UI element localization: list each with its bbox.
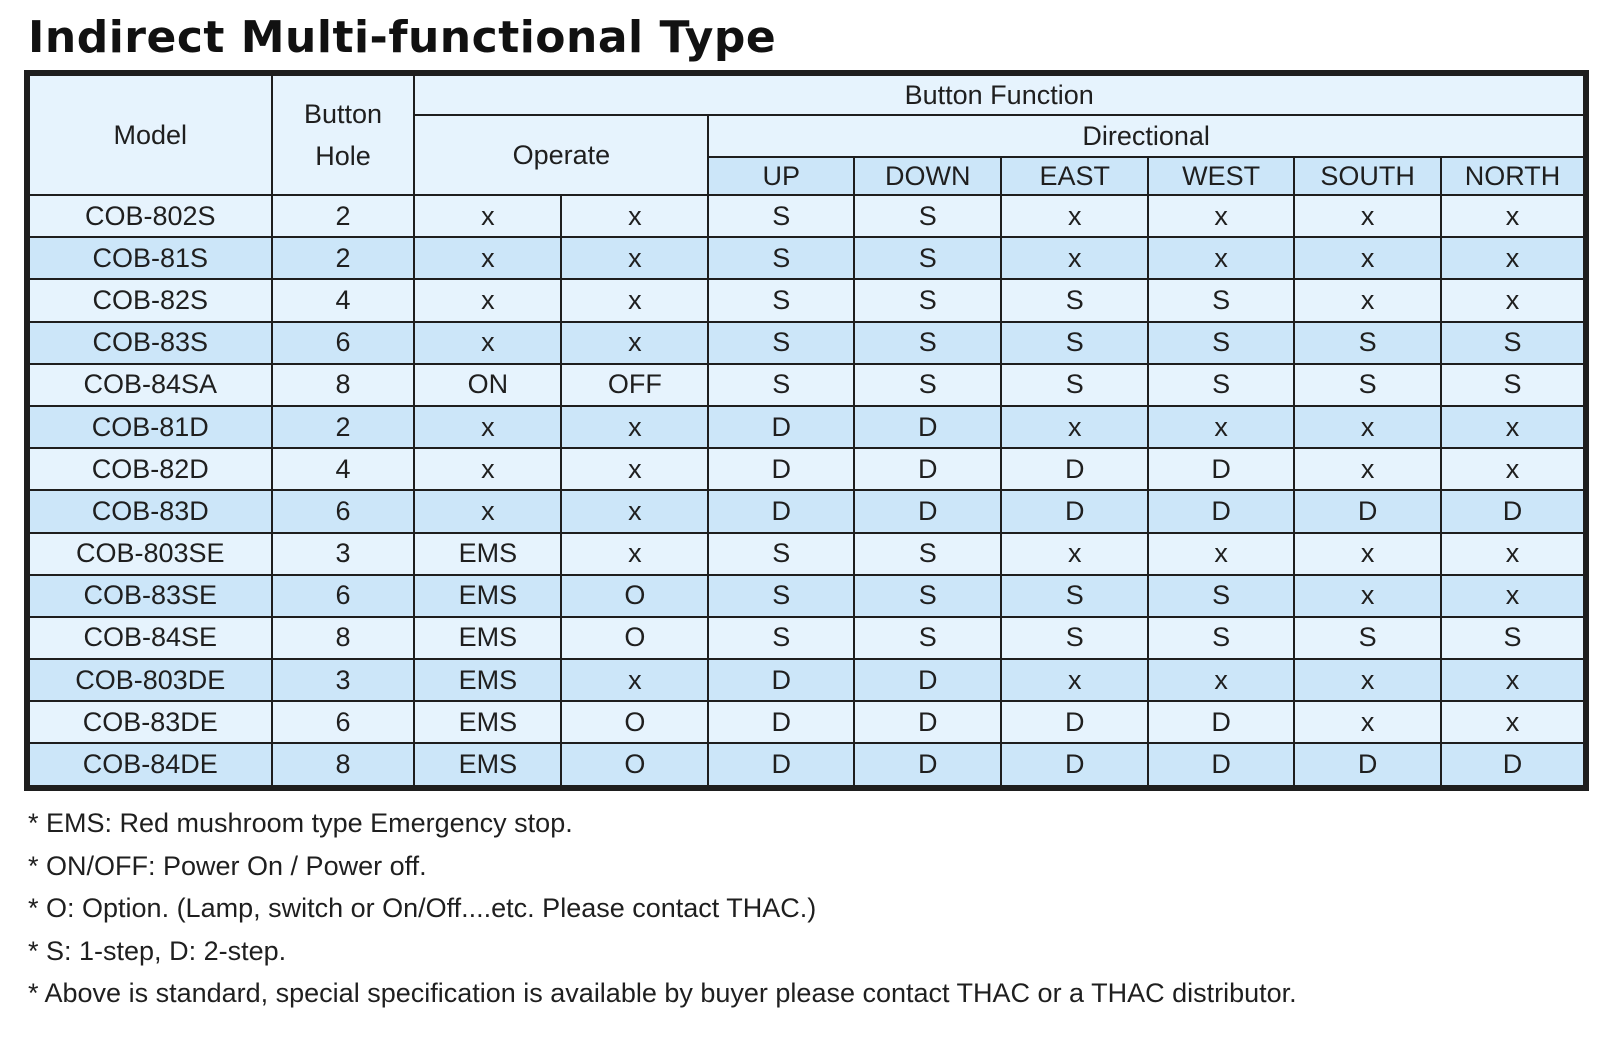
cell-up: D [708,490,854,532]
cell-west: x [1148,659,1294,701]
header-direction-west: WEST [1148,157,1294,195]
header-directional: Directional [708,115,1584,157]
table-row [29,533,1584,575]
spec-table [28,74,1585,787]
cell-east: S [1001,322,1148,364]
cell-north: D [1441,743,1584,785]
cell-south: x [1294,195,1441,237]
cell-south: x [1294,406,1441,448]
cell-operate-1: EMS [414,575,561,617]
cell-model: COB-83DE [29,701,272,743]
table-row [29,279,1584,321]
cell-west: D [1148,490,1294,532]
cell-south: x [1294,701,1441,743]
cell-down: S [854,533,1001,575]
cell-east: S [1001,364,1148,406]
cell-operate-2: x [561,322,708,364]
cell-west: S [1148,575,1294,617]
cell-up: S [708,617,854,659]
cell-button-hole: 6 [272,490,415,532]
cell-north: x [1441,701,1584,743]
cell-east: D [1001,701,1148,743]
cell-operate-1: EMS [414,617,561,659]
cell-south: D [1294,743,1441,785]
cell-north: x [1441,659,1584,701]
footnote: * Above is standard, special specification is available by buyer please contact THAC or a THAC distributor. [28,978,1297,1008]
cell-down: D [854,701,1001,743]
cell-operate-2: x [561,195,708,237]
cell-operate-1: x [414,195,561,237]
cell-down: S [854,195,1001,237]
cell-button-hole: 2 [272,237,415,279]
cell-operate-1: EMS [414,743,561,785]
cell-button-hole: 2 [272,406,415,448]
cell-operate-2: OFF [561,364,708,406]
cell-south: S [1294,364,1441,406]
table-row [29,575,1584,617]
cell-west: S [1148,364,1294,406]
cell-model: COB-83D [29,490,272,532]
cell-east: S [1001,279,1148,321]
cell-east: D [1001,448,1148,490]
cell-model: COB-82D [29,448,272,490]
footnote: * S: 1-step, D: 2-step. [28,935,287,966]
cell-operate-2: x [561,237,708,279]
cell-north: x [1441,533,1584,575]
cell-operate-1: EMS [414,533,561,575]
cell-model: COB-84SE [29,617,272,659]
table-row [29,406,1584,448]
cell-model: COB-82S [29,279,272,321]
header-direction-south: SOUTH [1294,157,1441,195]
cell-west: S [1148,617,1294,659]
spec-table-body [29,195,1584,786]
cell-west: S [1148,279,1294,321]
cell-up: D [708,406,854,448]
cell-west: S [1148,322,1294,364]
table-row [29,322,1584,364]
cell-south: D [1294,490,1441,532]
cell-operate-1: ON [414,364,561,406]
header-button-hole-line2: Hole [315,141,371,171]
cell-operate-1: x [414,279,561,321]
cell-button-hole: 6 [272,575,415,617]
cell-model: COB-84DE [29,743,272,785]
cell-down: D [854,490,1001,532]
cell-button-hole: 4 [272,279,415,321]
header-button-hole-line1: Button [303,99,382,129]
cell-operate-2: x [561,490,708,532]
cell-operate-2: x [561,279,708,321]
cell-south: x [1294,448,1441,490]
cell-up: S [708,195,854,237]
cell-up: S [708,237,854,279]
cell-south: x [1294,659,1441,701]
header-direction-down: DOWN [854,157,1001,195]
cell-south: x [1294,575,1441,617]
footnote: * ON/OFF: Power On / Power off. [28,850,427,881]
cell-operate-2: O [561,575,708,617]
cell-model: COB-83SE [29,575,272,617]
cell-south: x [1294,237,1441,279]
header-direction-north: NORTH [1441,157,1584,195]
cell-down: D [854,659,1001,701]
cell-north: S [1441,617,1584,659]
cell-down: D [854,406,1001,448]
cell-south: x [1294,279,1441,321]
cell-north: x [1441,279,1584,321]
cell-east: x [1001,195,1148,237]
table-row [29,617,1584,659]
header-direction-east: EAST [1001,157,1148,195]
cell-down: S [854,364,1001,406]
cell-up: D [708,448,854,490]
cell-model: COB-802S [29,195,272,237]
cell-north: S [1441,322,1584,364]
cell-north: x [1441,195,1584,237]
cell-west: x [1148,237,1294,279]
cell-operate-2: x [561,406,708,448]
cell-north: x [1441,575,1584,617]
cell-west: x [1148,195,1294,237]
cell-button-hole: 3 [272,659,415,701]
cell-north: x [1441,448,1584,490]
cell-operate-1: x [414,448,561,490]
cell-operate-1: EMS [414,701,561,743]
table-row [29,237,1584,279]
header-operate: Operate [414,115,708,195]
cell-button-hole: 8 [272,617,415,659]
cell-model: COB-803DE [29,659,272,701]
cell-operate-1: x [414,237,561,279]
cell-east: D [1001,743,1148,785]
header-button-hole [272,75,415,195]
cell-operate-1: x [414,406,561,448]
cell-east: x [1001,659,1148,701]
cell-operate-2: x [561,448,708,490]
cell-up: S [708,533,854,575]
page-title: Indirect Multi-functional Type [28,12,777,63]
cell-south: x [1294,533,1441,575]
cell-operate-2: x [561,659,708,701]
table-row [29,743,1584,785]
cell-south: S [1294,617,1441,659]
header-direction-up: UP [708,157,854,195]
cell-down: S [854,237,1001,279]
cell-down: D [854,448,1001,490]
cell-east: S [1001,617,1148,659]
cell-operate-2: O [561,743,708,785]
table-row [29,364,1584,406]
cell-east: x [1001,406,1148,448]
cell-down: D [854,743,1001,785]
cell-operate-1: EMS [414,659,561,701]
cell-down: S [854,575,1001,617]
cell-model: COB-81D [29,406,272,448]
header-button-function: Button Function [414,75,1584,115]
table-row [29,701,1584,743]
cell-west: D [1148,701,1294,743]
table-row [29,448,1584,490]
table-row [29,195,1584,237]
footnote: * EMS: Red mushroom type Emergency stop. [28,808,573,838]
table-row [29,490,1584,532]
cell-north: x [1441,237,1584,279]
cell-west: D [1148,743,1294,785]
cell-west: x [1148,533,1294,575]
cell-up: D [708,659,854,701]
cell-up: S [708,322,854,364]
cell-up: S [708,364,854,406]
cell-model: COB-83S [29,322,272,364]
cell-down: S [854,322,1001,364]
header-model: Model [29,75,272,195]
cell-east: D [1001,490,1148,532]
cell-up: D [708,743,854,785]
header-row-1 [29,75,1584,115]
cell-up: S [708,575,854,617]
table-row [29,659,1584,701]
cell-north: D [1441,490,1584,532]
cell-down: S [854,279,1001,321]
cell-up: S [708,279,854,321]
footnotes [28,802,1297,1015]
cell-button-hole: 6 [272,701,415,743]
cell-operate-2: x [561,533,708,575]
cell-operate-2: O [561,701,708,743]
cell-down: S [854,617,1001,659]
cell-model: COB-84SA [29,364,272,406]
cell-operate-1: x [414,322,561,364]
cell-north: S [1441,364,1584,406]
cell-up: D [708,701,854,743]
cell-east: x [1001,533,1148,575]
footnote: * O: Option. (Lamp, switch or On/Off....etc. Please contact THAC.) [28,893,817,923]
cell-west: x [1148,406,1294,448]
cell-model: COB-803SE [29,533,272,575]
cell-operate-1: x [414,490,561,532]
spec-table-container [24,70,1589,791]
cell-east: x [1001,237,1148,279]
cell-button-hole: 4 [272,448,415,490]
cell-operate-2: O [561,617,708,659]
cell-button-hole: 8 [272,743,415,785]
cell-west: D [1148,448,1294,490]
cell-button-hole: 2 [272,195,415,237]
cell-button-hole: 8 [272,364,415,406]
cell-button-hole: 3 [272,533,415,575]
cell-south: S [1294,322,1441,364]
cell-north: x [1441,406,1584,448]
cell-model: COB-81S [29,237,272,279]
cell-button-hole: 6 [272,322,415,364]
cell-east: S [1001,575,1148,617]
